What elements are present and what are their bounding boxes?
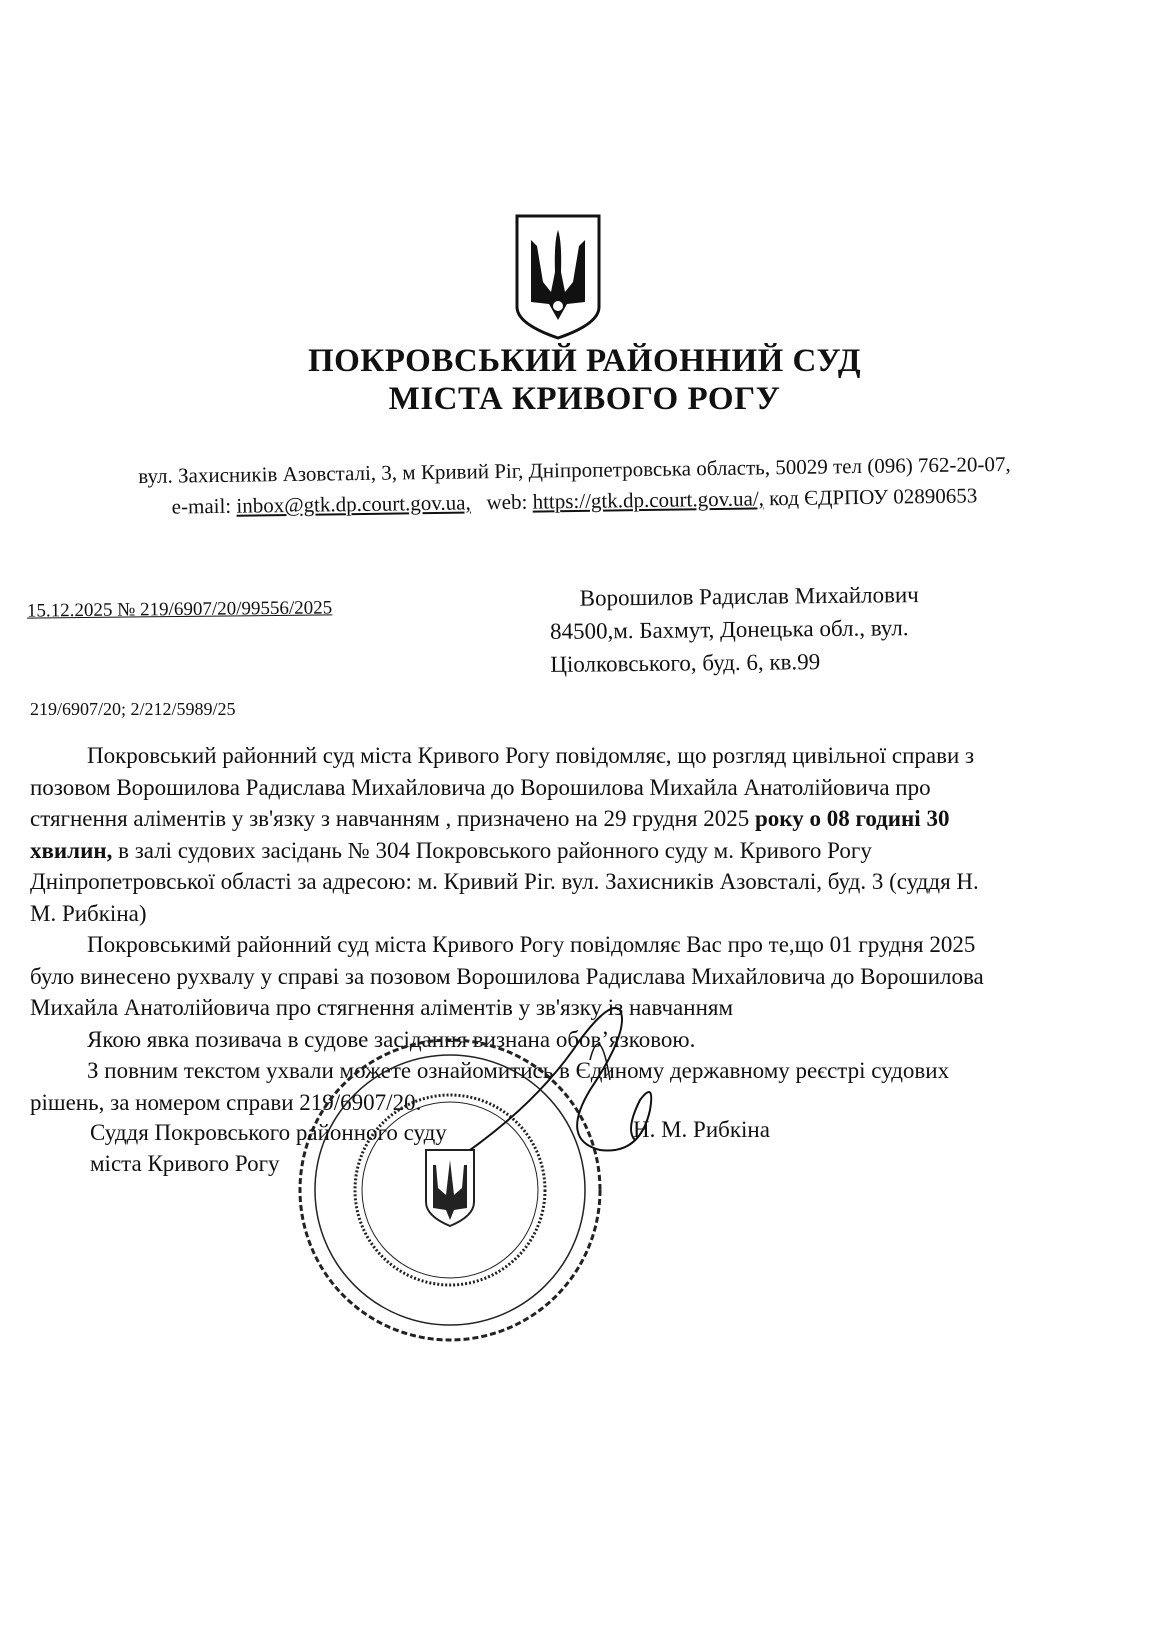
hearing-minutes: хвилин,	[30, 837, 113, 863]
recipient-address-line1: 84500,м. Бахмут, Донецька обл., вул.	[549, 615, 909, 644]
judge-position-line1: Суддя Покровського районного суду	[90, 1120, 447, 1145]
recipient-address-line2: Ціолковського, буд. 6, кв.99	[550, 649, 821, 677]
body-p1-line2: позовом Ворошилова Радислава Михайловича до Ворошилова Михайла Анатолійовича про	[30, 774, 931, 800]
body-p1-line5: Дніпропетровської області за адресою: м. Кривий Ріг. вул. Захисників Азовсталі, буд. 3 (суддя Н.	[30, 869, 979, 894]
body-p1-line4	[30, 835, 1149, 867]
body-p4-line1: З повним текстом ухвали можете ознайомитись в Єдиному державному реєстрі судових	[87, 1058, 950, 1083]
hearing-time: року о 08 годині 30	[754, 806, 950, 831]
outgoing-date-number: 15.12.2025 № 219/6907/20/99556/2025	[26, 597, 333, 622]
body-p3: Якою явка позивача в судове засідання визнана обов’язковою.	[87, 1026, 696, 1052]
recipient-name: Ворошилов Радислав Михайлович	[579, 582, 919, 611]
body-p1-line1: Покровський районний суд міста Кривого Рогу повідомляє, що розгляд цивільної справи з	[87, 743, 975, 768]
web-label: web:	[486, 489, 528, 515]
email-label: e-mail:	[171, 493, 232, 519]
body-p2-line1: Покровськимй районний суд міста Кривого Рогу повідомляє Вас про те,що 01 грудня 2025	[87, 932, 976, 957]
body-p4-line2: рішень, за номером справи 219/6907/20.	[30, 1089, 422, 1115]
body-p1-line6: М. Рибкіна)	[30, 900, 147, 926]
coat-of-arms-icon	[513, 212, 603, 342]
judge-name: Н. М. Рибкіна	[633, 1117, 770, 1142]
edrpou-code: код ЄДРПОУ 02890653	[769, 483, 978, 511]
signature-block	[90, 1117, 447, 1179]
case-reference: 219/6907/20; 2/212/5989/25	[30, 699, 236, 719]
body-p2-line2: було винесено рухвалу у справі за позовом Ворошилова Радислава Михайловича до Ворошилова	[30, 963, 984, 989]
body-p2-line3: Михайла Анатолійовича про стягнення аліментів у зв'язку із навчанням	[30, 995, 734, 1020]
web-link[interactable]: https://gtk.dp.court.gov.ua/,	[532, 486, 765, 514]
judge-position-line2: міста Кривого Рогу	[90, 1151, 280, 1176]
court-name-line2: МІСТА КРИВОГО РОГУ	[388, 381, 781, 417]
recipient-block	[549, 578, 919, 681]
body-p1-line3	[30, 803, 1149, 835]
hearing-date: стягнення аліментів у зв'язку з навчанням , призначено на 29 грудня 2025	[30, 806, 755, 831]
court-name-line1: ПОКРОВСЬКИЙ РАЙОННИЙ СУД	[307, 343, 862, 379]
hearing-room: в залі судових засідань № 304 Покровського районного суду м. Кривого Рогу	[112, 837, 872, 863]
address-text: вул. Захисників Азовсталі, 3, м Кривий Ріг, Дніпропетровська область, 50029 тел (096) 762-20-07,	[138, 451, 1011, 489]
email-link[interactable]: inbox@gtk.dp.court.gov.ua,	[236, 490, 471, 518]
